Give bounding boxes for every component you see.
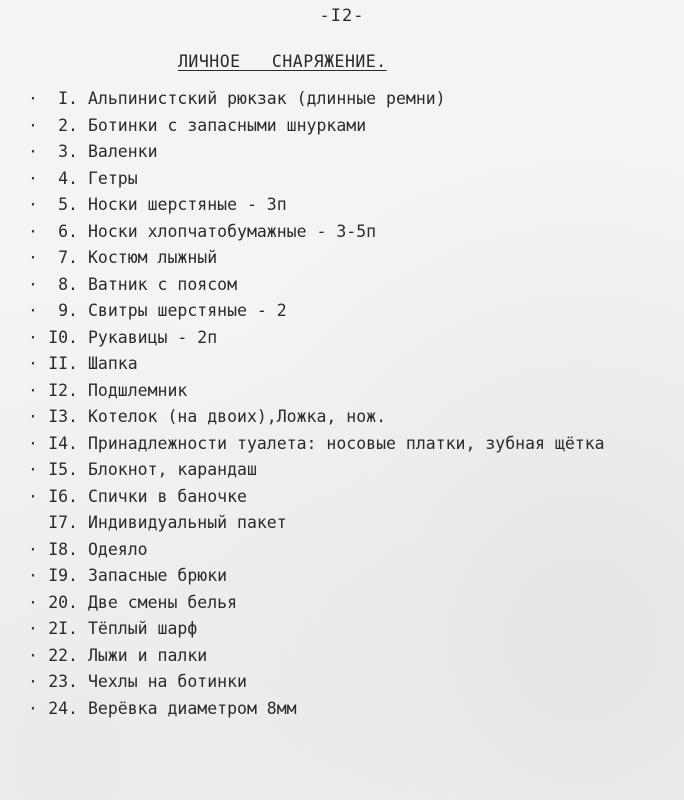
item-text: Ватник с поясом bbox=[88, 274, 238, 294]
bullet-dot: · bbox=[28, 354, 38, 373]
bullet-dot: · bbox=[28, 221, 38, 241]
item-text: Принадлежности туалета: носовые платки, зубная щётка bbox=[88, 433, 605, 453]
bullet-dot: · bbox=[28, 195, 38, 214]
item-text: Рукавицы - 2п bbox=[88, 327, 218, 347]
list-item bbox=[28, 431, 605, 458]
bullet-dot: · bbox=[28, 142, 38, 161]
item-number: I7. bbox=[48, 513, 78, 532]
item-text: Лыжи и палки bbox=[88, 645, 208, 665]
item-text: Запасные брюки bbox=[88, 566, 228, 585]
item-text: Спички в баночке bbox=[88, 486, 247, 506]
bullet-dot: · bbox=[28, 248, 38, 267]
bullet-dot: · bbox=[28, 486, 38, 506]
item-text: Носки хлопчатобумажные - 3-5п bbox=[88, 221, 377, 241]
item-text: Подшлемник bbox=[88, 380, 188, 400]
list-item bbox=[28, 351, 605, 378]
item-text: Одеяло bbox=[88, 539, 148, 559]
item-number: 24. bbox=[48, 698, 78, 718]
bullet-dot: · bbox=[28, 274, 38, 294]
item-number: 7. bbox=[58, 248, 78, 267]
list-item bbox=[28, 378, 605, 405]
item-text: Носки шерстяные - 3п bbox=[88, 195, 287, 214]
list-item bbox=[28, 272, 605, 299]
list-item bbox=[28, 219, 605, 246]
item-text: Свитры шерстяные - 2 bbox=[88, 301, 287, 320]
bullet-dot: · bbox=[28, 327, 38, 347]
item-number: I5. bbox=[48, 460, 78, 479]
bullet-dot: · bbox=[28, 672, 38, 691]
item-text: Альпинистский рюкзак (длинные ремни) bbox=[88, 89, 446, 108]
list-item bbox=[28, 86, 605, 113]
item-number: 5. bbox=[58, 195, 78, 214]
item-number: I8. bbox=[48, 539, 78, 559]
bullet-dot: · bbox=[28, 592, 38, 612]
item-text: Котелок (на двоих),Ложка, нож. bbox=[88, 407, 387, 426]
item-number: 2. bbox=[58, 115, 78, 135]
list-item bbox=[28, 590, 605, 617]
bullet-dot: · bbox=[28, 619, 38, 638]
item-text: Костюм лыжный bbox=[88, 248, 218, 267]
list-item bbox=[28, 643, 605, 670]
list-item bbox=[28, 325, 605, 352]
list-item bbox=[28, 113, 605, 140]
item-number: 8. bbox=[58, 274, 78, 294]
list-item bbox=[28, 510, 605, 537]
bullet-dot: · bbox=[28, 460, 38, 479]
page-title: ЛИЧНОЕ СНАРЯЖЕНИЕ. bbox=[178, 52, 387, 71]
item-number: I3. bbox=[48, 407, 78, 426]
list-item bbox=[28, 457, 605, 484]
bullet-dot: · bbox=[28, 407, 38, 426]
item-number: 9. bbox=[58, 301, 78, 320]
bullet-dot: · bbox=[28, 645, 38, 665]
item-number: I0. bbox=[48, 327, 78, 347]
list-item bbox=[28, 245, 605, 272]
item-text: Чехлы на ботинки bbox=[88, 672, 247, 691]
list-item bbox=[28, 166, 605, 193]
item-number: I6. bbox=[48, 486, 78, 506]
item-number: 6. bbox=[58, 221, 78, 241]
item-number: 4. bbox=[58, 168, 78, 188]
item-number: 23. bbox=[48, 672, 78, 691]
item-number: 20. bbox=[48, 592, 78, 612]
item-number: I2. bbox=[48, 380, 78, 400]
item-number: I4. bbox=[48, 433, 78, 453]
list-item bbox=[28, 192, 605, 219]
list-item bbox=[28, 696, 605, 723]
bullet-dot: · bbox=[28, 698, 38, 718]
bullet-dot: · bbox=[28, 539, 38, 559]
item-text: Тёплый шарф bbox=[88, 619, 198, 638]
list-item bbox=[28, 669, 605, 696]
bullet-dot: · bbox=[28, 301, 38, 320]
item-text: Блокнот, карандаш bbox=[88, 460, 257, 479]
item-text: Ботинки с запасными шнурками bbox=[88, 115, 367, 135]
item-text: Гетры bbox=[88, 168, 138, 188]
item-number: 2I. bbox=[48, 619, 78, 638]
bullet-dot: · bbox=[28, 115, 38, 135]
list-item bbox=[28, 139, 605, 166]
item-number: I9. bbox=[48, 566, 78, 585]
list-item bbox=[28, 537, 605, 564]
page-number: -I2- bbox=[319, 6, 365, 26]
item-text: Индивидуальный пакет bbox=[88, 513, 287, 532]
item-number: 22. bbox=[48, 645, 78, 665]
bullet-dot: · bbox=[28, 566, 38, 585]
equipment-list bbox=[28, 86, 605, 722]
item-number: 3. bbox=[58, 142, 78, 161]
item-text: Шапка bbox=[88, 354, 138, 373]
list-item bbox=[28, 484, 605, 511]
list-item bbox=[28, 563, 605, 590]
bullet-dot: · bbox=[28, 168, 38, 188]
list-item bbox=[28, 616, 605, 643]
bullet-dot: · bbox=[28, 89, 38, 108]
item-text: Валенки bbox=[88, 142, 158, 161]
item-text: Верёвка диаметром 8мм bbox=[88, 698, 297, 718]
bullet-dot: · bbox=[28, 433, 38, 453]
list-item bbox=[28, 298, 605, 325]
bullet-dot: · bbox=[28, 380, 38, 400]
bullet-dot bbox=[28, 510, 38, 537]
list-item bbox=[28, 404, 605, 431]
item-text: Две смены белья bbox=[88, 592, 238, 612]
item-number: I. bbox=[58, 89, 78, 108]
item-number: II. bbox=[48, 354, 78, 373]
